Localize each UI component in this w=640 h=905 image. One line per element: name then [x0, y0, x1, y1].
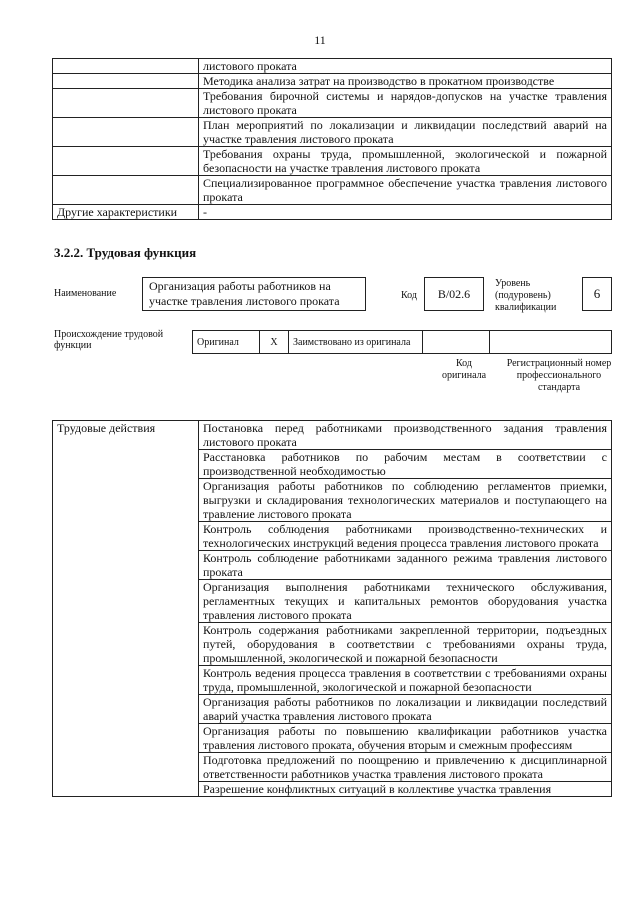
labor-action: Организация работы по повышению квалификации работников участка травления листового проката, обучения вторым и смежным профессиям	[199, 724, 612, 753]
table-row	[53, 176, 612, 205]
labor-action: Расстановка работников по рабочим местам в соответствии с производственной необходимостью	[199, 450, 612, 479]
reg-number-caption: Регистрационный номер профессионального стандарта	[506, 358, 612, 393]
labor-actions-label: Трудовые действия	[53, 421, 199, 797]
level-label: Уровень (подуровень) квалификации	[495, 278, 557, 313]
function-name: Организация работы работников на участке травления листового проката	[142, 277, 366, 311]
reg-number-cell	[490, 331, 612, 354]
table-row	[53, 421, 612, 450]
table-row	[53, 205, 612, 220]
section-title: 3.2.2. Трудовая функция	[54, 245, 197, 260]
table-cell: листового проката	[199, 59, 612, 74]
labor-action: Разрешение конфликтных ситуаций в коллективе участка травления	[199, 782, 612, 797]
table-cell: Специализированное программное обеспечение участка травления листового проката	[199, 176, 612, 205]
table-row	[193, 331, 612, 354]
labor-action: Контроль ведения процесса травления в соответствии с требованиями охраны труда, промышленной, экологической и пожарной безопасности	[199, 666, 612, 695]
qualification-level: 6	[582, 277, 612, 311]
labor-action: Организация работы работников по соблюдению регламентов приемки, выгрузки и складирования технологических материалов и поступающего на травление листового проката	[199, 479, 612, 522]
table-cell: Требования бирочной системы и нарядов-допусков на участке травления листового проката	[199, 89, 612, 118]
labor-action: Подготовка предложений по поощрению и привлечению к дисциплинарной ответственности работников участка травления листового проката	[199, 753, 612, 782]
labor-action: Постановка перед работниками производственного задания травления листового проката	[199, 421, 612, 450]
labor-action: Организация работы работников по локализации и ликвидации последствий аварий участка травления листового проката	[199, 695, 612, 724]
borrowed-label: Заимствовано из оригинала	[289, 331, 423, 354]
knowledge-table	[52, 58, 612, 220]
origin-table	[192, 330, 612, 354]
code-label: Код	[401, 290, 417, 301]
labor-action: Контроль соблюдения работниками производственно-технических и технологических инструкций ведения процесса травления листового проката	[199, 522, 612, 551]
other-characteristics-label: Другие характеристики	[53, 205, 199, 220]
labor-action: Организация выполнения работниками технического обслуживания, регламентных текущих и капитальных ремонтов оборудования участка травления листового проката	[199, 580, 612, 623]
table-row	[53, 59, 612, 74]
table-cell: Требования охраны труда, промышленной, экологической и пожарной безопасности на участке травления листового проката	[199, 147, 612, 176]
original-mark: Х	[260, 331, 289, 354]
table-cell: План мероприятий по локализации и ликвидации последствий аварий на участке травления листового проката	[199, 118, 612, 147]
function-code: В/02.6	[424, 277, 484, 311]
name-label: Наименование	[54, 288, 117, 299]
original-label: Оригинал	[193, 331, 260, 354]
labor-actions-table	[52, 420, 612, 797]
table-cell: Методика анализа затрат на производство в прокатном производстве	[199, 74, 612, 89]
code-original-cell	[423, 331, 490, 354]
page-number: 11	[314, 33, 326, 47]
table-row	[53, 118, 612, 147]
labor-action: Контроль соблюдение работниками заданного режима травления листового проката	[199, 551, 612, 580]
labor-action: Контроль содержания работниками закрепленной территории, подъездных путей, оборудования в соответствии с требованиями охраны труда, промышленной, экологической и пожарной безопасности	[199, 623, 612, 666]
table-row	[53, 74, 612, 89]
origin-label: Происхождение трудовой функции	[54, 329, 164, 351]
code-original-caption: Код оригинала	[441, 358, 487, 381]
other-characteristics-value: -	[199, 205, 612, 220]
table-row	[53, 147, 612, 176]
table-row	[53, 89, 612, 118]
